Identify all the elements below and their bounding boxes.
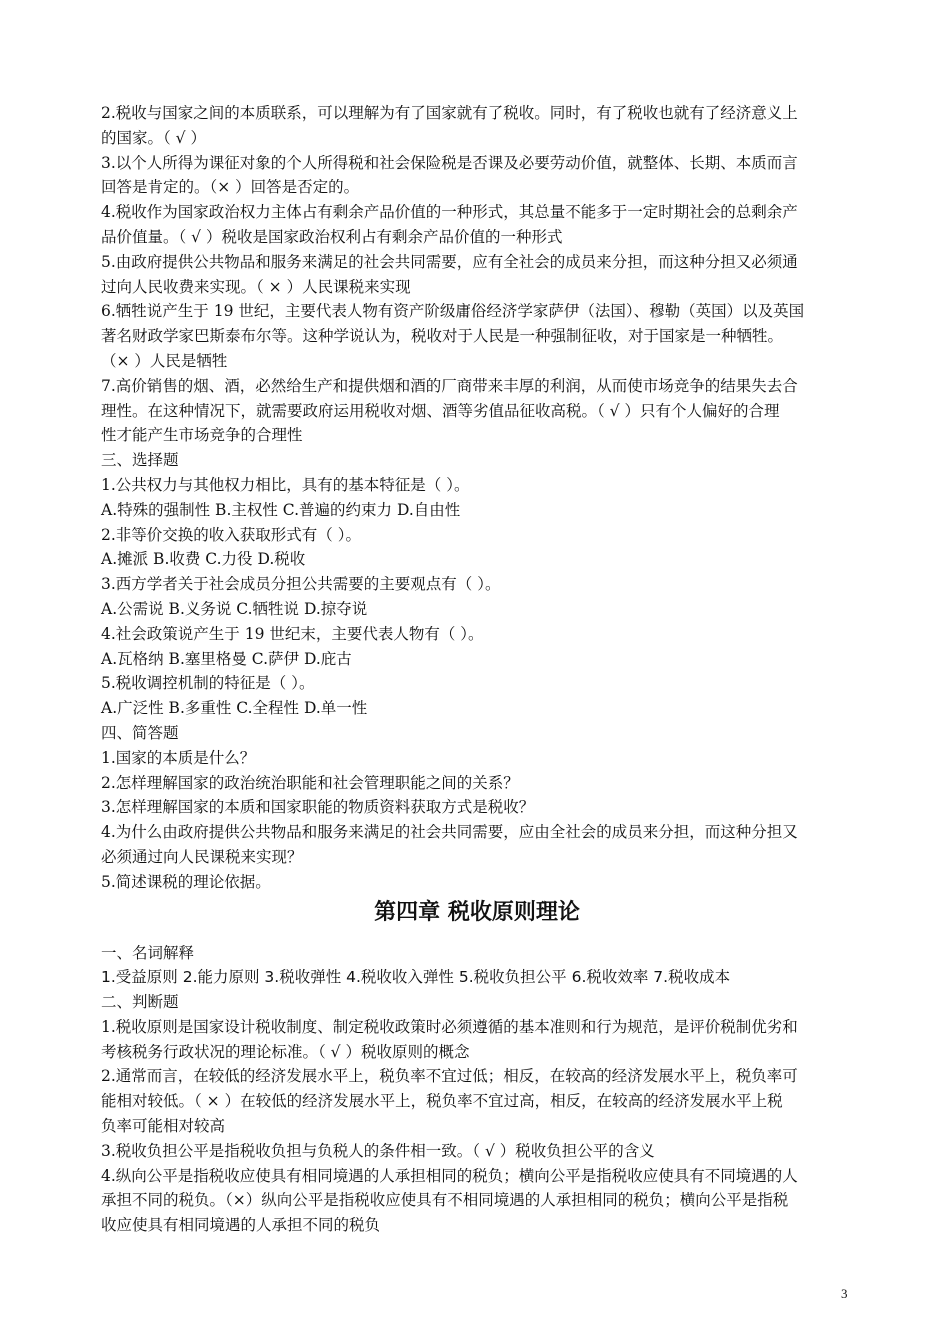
text-line: 收应使具有相同境遇的人承担不同的税负 bbox=[101, 1216, 381, 1235]
text-line: 1.受益原则 2.能力原则 3.税收弹性 4.税收收入弹性 5.税收负担公平 6.税收效率 7.税收成本 bbox=[101, 968, 731, 987]
text-line: 2.怎样理解国家的政治统治职能和社会管理职能之间的关系？ bbox=[101, 773, 519, 792]
text-line: 1.税收原则是国家设计税收制度、制定税收政策时必须遵循的基本准则和行为规范，是评价税制优劣和 bbox=[101, 1017, 798, 1036]
section-questions-part2 bbox=[101, 941, 853, 1239]
text-line: 回答是肯定的。（× ）回答是否定的。 bbox=[101, 178, 360, 197]
text-line: A.广泛性 B.多重性 C.全程性 D.单一性 bbox=[101, 699, 368, 718]
text-line: 必须通过向人民课税来实现？ bbox=[101, 847, 303, 866]
text-line: 理性。在这种情况下，就需要政府运用税收对烟、酒等劣值品征收高税。（ √ ）只有个人偏好的合理 bbox=[101, 401, 780, 420]
text-line: 1.国家的本质是什么？ bbox=[101, 748, 256, 767]
text-line: 3.税收负担公平是指税收负担与负税人的条件相一致。（ √ ）税收负担公平的含义 bbox=[101, 1141, 655, 1160]
text-line: 三、选择题 bbox=[101, 451, 179, 470]
text-line: 2.通常而言，在较低的经济发展水平上，税负率不宜过低；相反，在较高的经济发展水平上，税负率可 bbox=[101, 1067, 798, 1086]
page-content bbox=[101, 101, 853, 1238]
text-line: 一、名词解释 bbox=[101, 943, 195, 962]
text-line: 承担不同的税负。（×）纵向公平是指税收应使具有不相同境遇的人承担相同的税负；横向公平是指税 bbox=[101, 1191, 789, 1210]
text-line: 过向人民收费来实现。（ × ）人民课税来实现 bbox=[101, 277, 411, 296]
text-line: 6.牺牲说产生于 19 世纪，主要代表人物有资产阶级庸俗经济学家萨伊（法国）、穆勒（英国）以及英国 bbox=[101, 302, 805, 321]
text-line: A.特殊的强制性 B.主权性 C.普遍的约束力 D.自由性 bbox=[101, 500, 461, 519]
text-line: 著名财政学家巴斯泰布尔等。这种学说认为，税收对于人民是一种强制征收，对于国家是一种牺牲。 bbox=[101, 327, 784, 346]
text-line: A.公需说 B.义务说 C.牺牲说 D.掠夺说 bbox=[101, 599, 368, 618]
text-line: （× ）人民是牺牲 bbox=[101, 351, 228, 370]
text-line: 5.简述课税的理论依据。 bbox=[101, 872, 271, 891]
text-line: 四、简答题 bbox=[101, 723, 179, 742]
page-number: 3 bbox=[841, 1286, 848, 1301]
chapter-title: 第四章 税收原则理论 bbox=[374, 899, 580, 925]
text-line: 7.高价销售的烟、酒，必然给生产和提供烟和酒的厂商带来丰厚的利润，从而使市场竞争的结果失去合 bbox=[101, 376, 798, 395]
text-line: 2.非等价交换的收入获取形式有（ ）。 bbox=[101, 525, 361, 544]
text-line: 3.以个人所得为课征对象的个人所得税和社会保险税是否课及必要劳动价值，就整体、长期、本质而言 bbox=[101, 153, 798, 172]
text-line: 4.税收作为国家政治权力主体占有剩余产品价值的一种形式，其总量不能多于一定时期社会的总剩余产 bbox=[101, 203, 798, 222]
text-line: A.摊派 B.收费 C.力役 D.税收 bbox=[101, 550, 306, 569]
text-line: 二、判断题 bbox=[101, 993, 179, 1012]
text-line: 的国家。（ √ ） bbox=[101, 128, 206, 147]
text-line: 4.纵向公平是指税收应使具有相同境遇的人承担相同的税负；横向公平是指税收应使具有不同境遇的人 bbox=[101, 1166, 798, 1185]
section-questions-part1 bbox=[101, 101, 853, 895]
text-line: 2.税收与国家之间的本质联系，可以理解为有了国家就有了税收。同时，有了税收也就有了经济意义上 bbox=[101, 104, 798, 122]
text-line: 5.税收调控机制的特征是（ ）。 bbox=[101, 674, 315, 693]
text-line: 考核税务行政状况的理论标准。（ √ ）税收原则的概念 bbox=[101, 1042, 470, 1061]
text-line: 4.为什么由政府提供公共物品和服务来满足的社会共同需要，应由全社会的成员来分担，而这种分担又 bbox=[101, 823, 798, 842]
text-line: 5.由政府提供公共物品和服务来满足的社会共同需要，应有全社会的成员来分担，而这种分担又必须通 bbox=[101, 252, 798, 271]
text-line: 4.社会政策说产生于 19 世纪末，主要代表人物有（ ）。 bbox=[101, 624, 484, 643]
text-line: 3.怎样理解国家的本质和国家职能的物质资料获取方式是税收？ bbox=[101, 798, 535, 817]
text-line: 1.公共权力与其他权力相比，具有的基本特征是（ ）。 bbox=[101, 475, 470, 494]
text-line: 性才能产生市场竞争的合理性 bbox=[101, 426, 303, 445]
text-line: A.瓦格纳 B.塞里格曼 C.萨伊 D.庇古 bbox=[101, 649, 352, 668]
text-line: 负率可能相对较高 bbox=[101, 1117, 226, 1136]
text-line: 3.西方学者关于社会成员分担公共需要的主要观点有（ ）。 bbox=[101, 575, 501, 594]
text-line: 品价值量。（ √ ）税收是国家政治权利占有剩余产品价值的一种形式 bbox=[101, 227, 563, 246]
text-line: 能相对较低。（ × ）在较低的经济发展水平上，税负率不宜过高，相反，在较高的经济发展水平上税 bbox=[101, 1092, 783, 1111]
